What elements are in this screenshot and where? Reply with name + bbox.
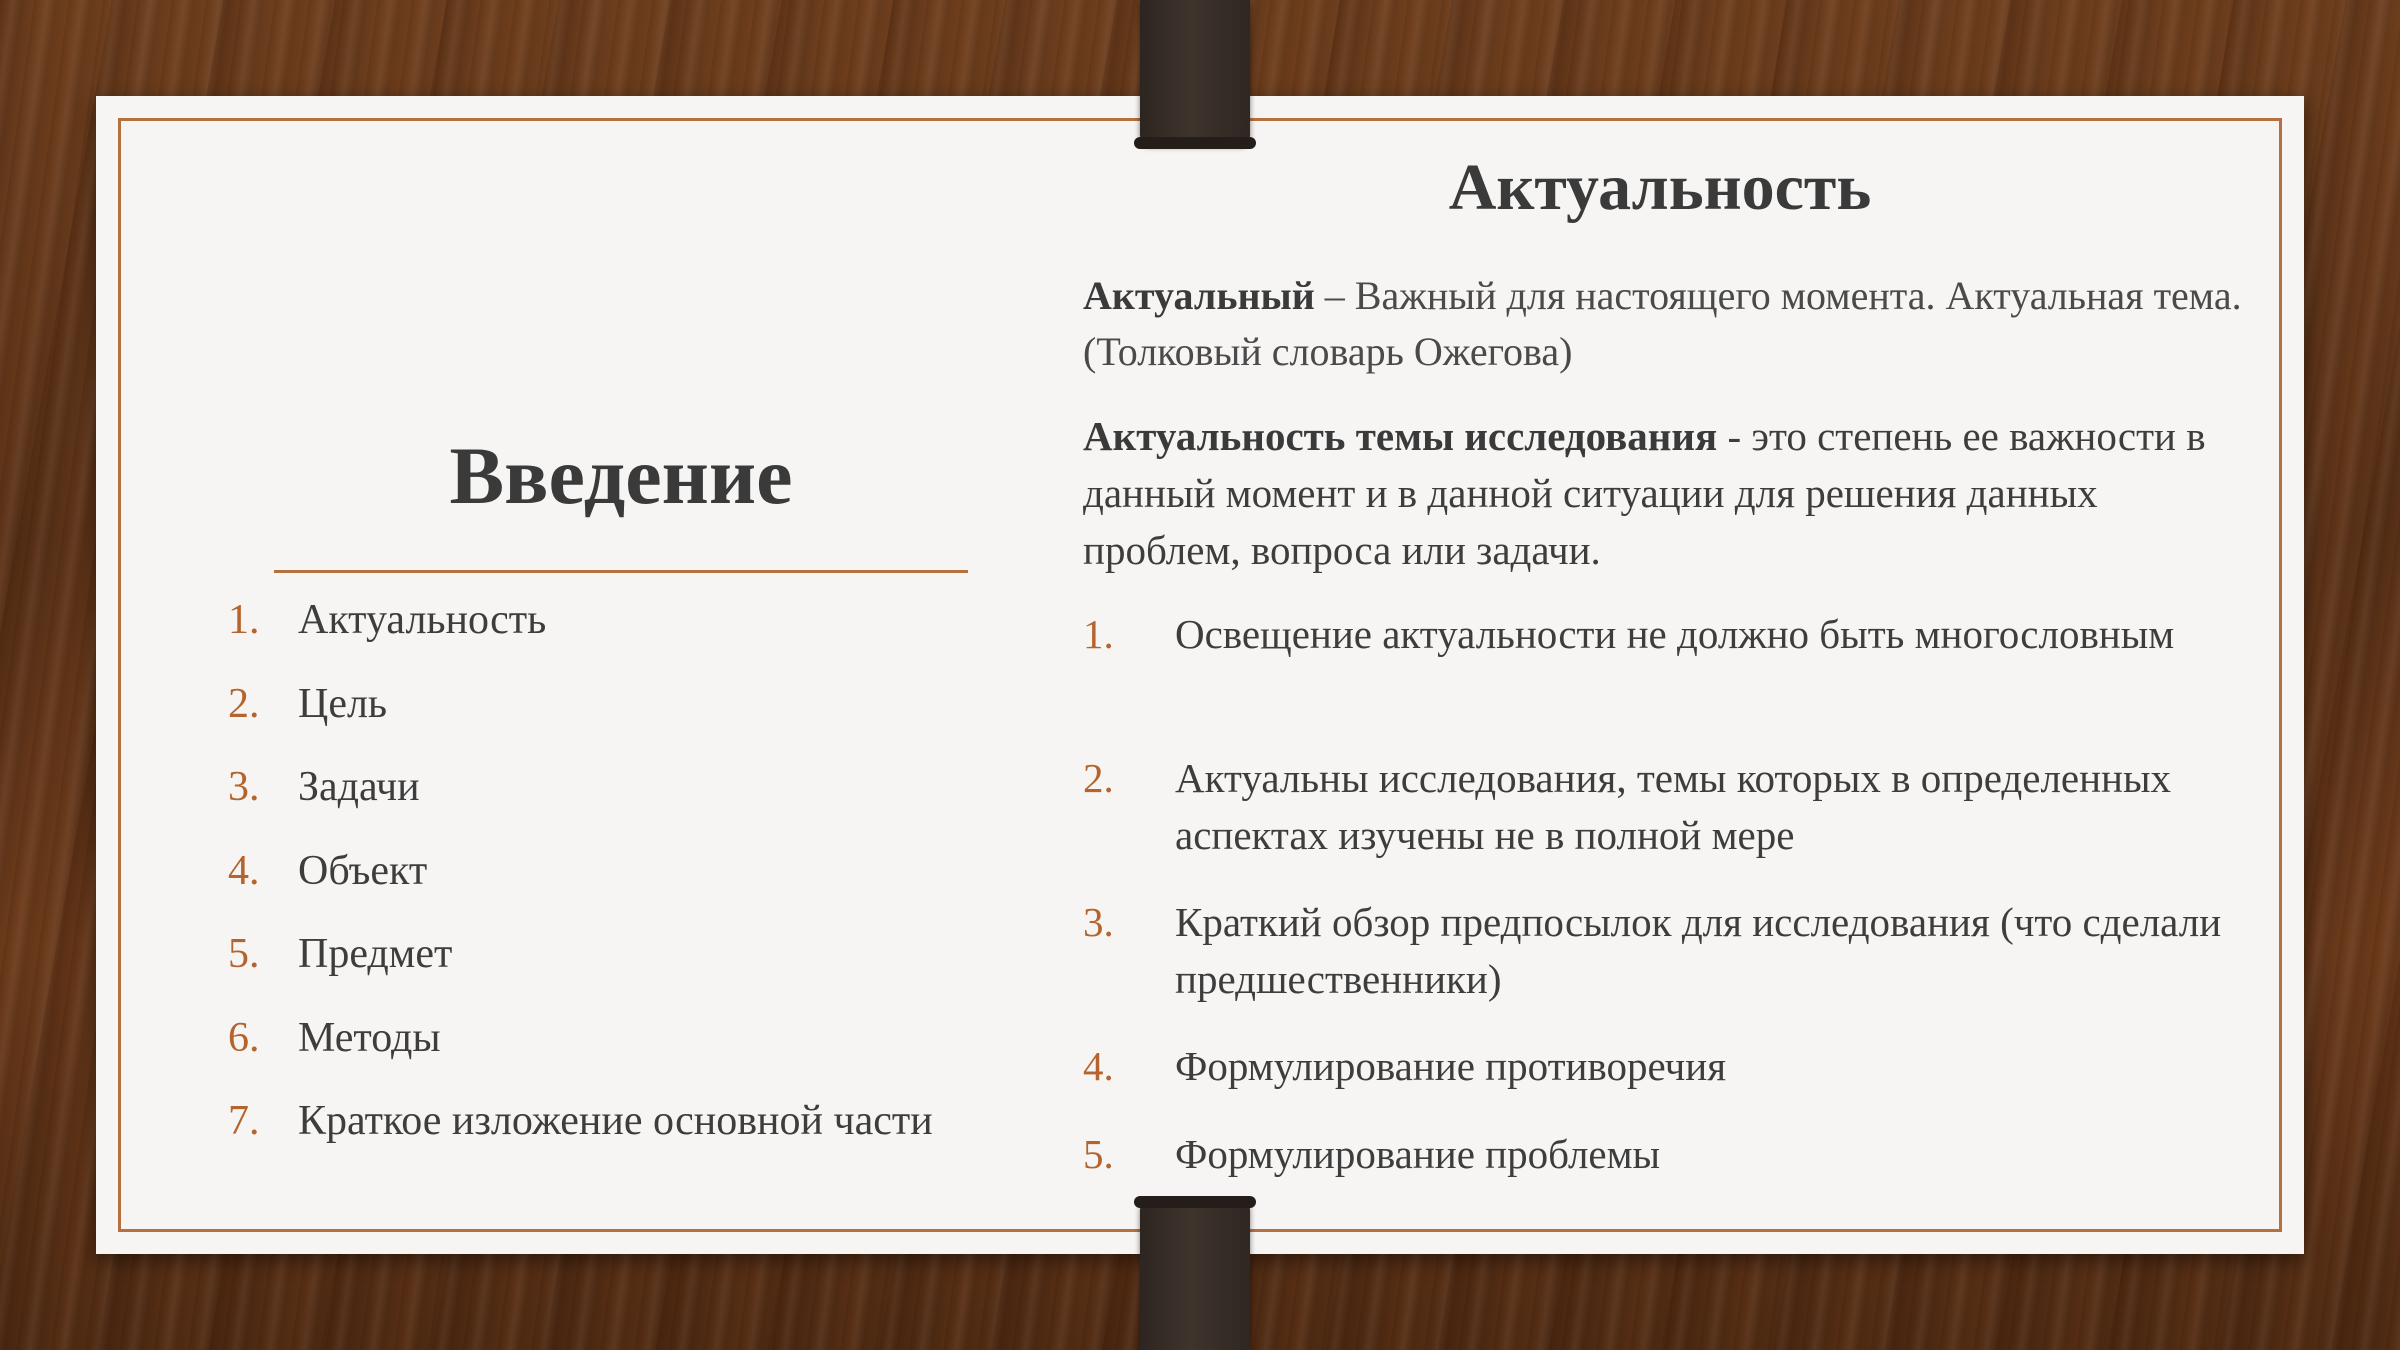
intro-list-item bbox=[228, 1097, 933, 1181]
list-item-label: Предмет bbox=[298, 931, 453, 977]
list-number: 3. bbox=[228, 764, 260, 810]
relevance-point bbox=[1083, 1126, 2243, 1214]
relevance-point bbox=[1083, 894, 2243, 1038]
list-number: 3. bbox=[1083, 899, 1114, 945]
list-number: 5. bbox=[228, 931, 260, 977]
relevance-point bbox=[1083, 1038, 2243, 1126]
topic-relevance-paragraph bbox=[1083, 408, 2243, 579]
relevance-point bbox=[1083, 750, 2243, 894]
list-number: 5. bbox=[1083, 1131, 1114, 1177]
relevance-title: Актуальность bbox=[1448, 151, 1872, 224]
definition-term: Актуальный bbox=[1083, 273, 1315, 318]
relevance-points-list bbox=[1083, 606, 2243, 1214]
intro-list bbox=[228, 596, 933, 1181]
list-item-label: Цель bbox=[298, 680, 388, 727]
intro-title: Введение bbox=[449, 430, 793, 521]
topic-relevance-text: - это степень ее важности в данный момент и в данной ситуации для решения данных проблем, вопроса или задачи. bbox=[1083, 413, 2206, 573]
relevance-point-text: Освещение актуальности не должно быть многословным bbox=[1175, 611, 2175, 657]
list-item-label: Объект bbox=[298, 847, 428, 894]
intro-list-item bbox=[228, 847, 933, 931]
list-number: 4. bbox=[228, 847, 260, 894]
binder-strap-top bbox=[1140, 0, 1250, 145]
list-number: 2. bbox=[1083, 755, 1114, 801]
relevance-point bbox=[1083, 606, 2243, 750]
relevance-point-text: Актуальны исследования, темы которых в определенных аспектах изучены не в полной мере bbox=[1175, 755, 2172, 858]
list-item-label: Методы bbox=[298, 1014, 441, 1061]
intro-list-item bbox=[228, 596, 933, 680]
intro-list-item bbox=[228, 1014, 933, 1098]
relevance-point-text: Формулирование проблемы bbox=[1175, 1131, 1661, 1177]
definition-paragraph bbox=[1083, 268, 2243, 380]
title-divider bbox=[274, 570, 968, 573]
list-number: 4. bbox=[1083, 1043, 1114, 1089]
binder-strap-bottom bbox=[1140, 1200, 1250, 1350]
list-number: 6. bbox=[228, 1014, 260, 1061]
list-number: 2. bbox=[228, 680, 260, 727]
list-number: 1. bbox=[228, 597, 260, 643]
list-number: 7. bbox=[228, 1098, 260, 1144]
intro-list-item bbox=[228, 930, 933, 1014]
relevance-point-text: Краткий обзор предпосылок для исследования (что сделали предшественники) bbox=[1175, 899, 2222, 1002]
list-number: 1. bbox=[1083, 611, 1114, 657]
definition-text: – Важный для настоящего момента. Актуальная тема. (Толковый словарь Ожегова) bbox=[1083, 273, 2242, 374]
list-item-label: Актуальность bbox=[298, 597, 547, 643]
topic-relevance-term: Актуальность темы исследования bbox=[1083, 413, 1718, 459]
intro-list-item bbox=[228, 763, 933, 847]
intro-list-item bbox=[228, 680, 933, 764]
list-item-label: Краткое изложение основной части bbox=[298, 1098, 933, 1144]
relevance-point-text: Формулирование противоречия bbox=[1175, 1043, 1727, 1089]
list-item-label: Задачи bbox=[298, 764, 420, 810]
